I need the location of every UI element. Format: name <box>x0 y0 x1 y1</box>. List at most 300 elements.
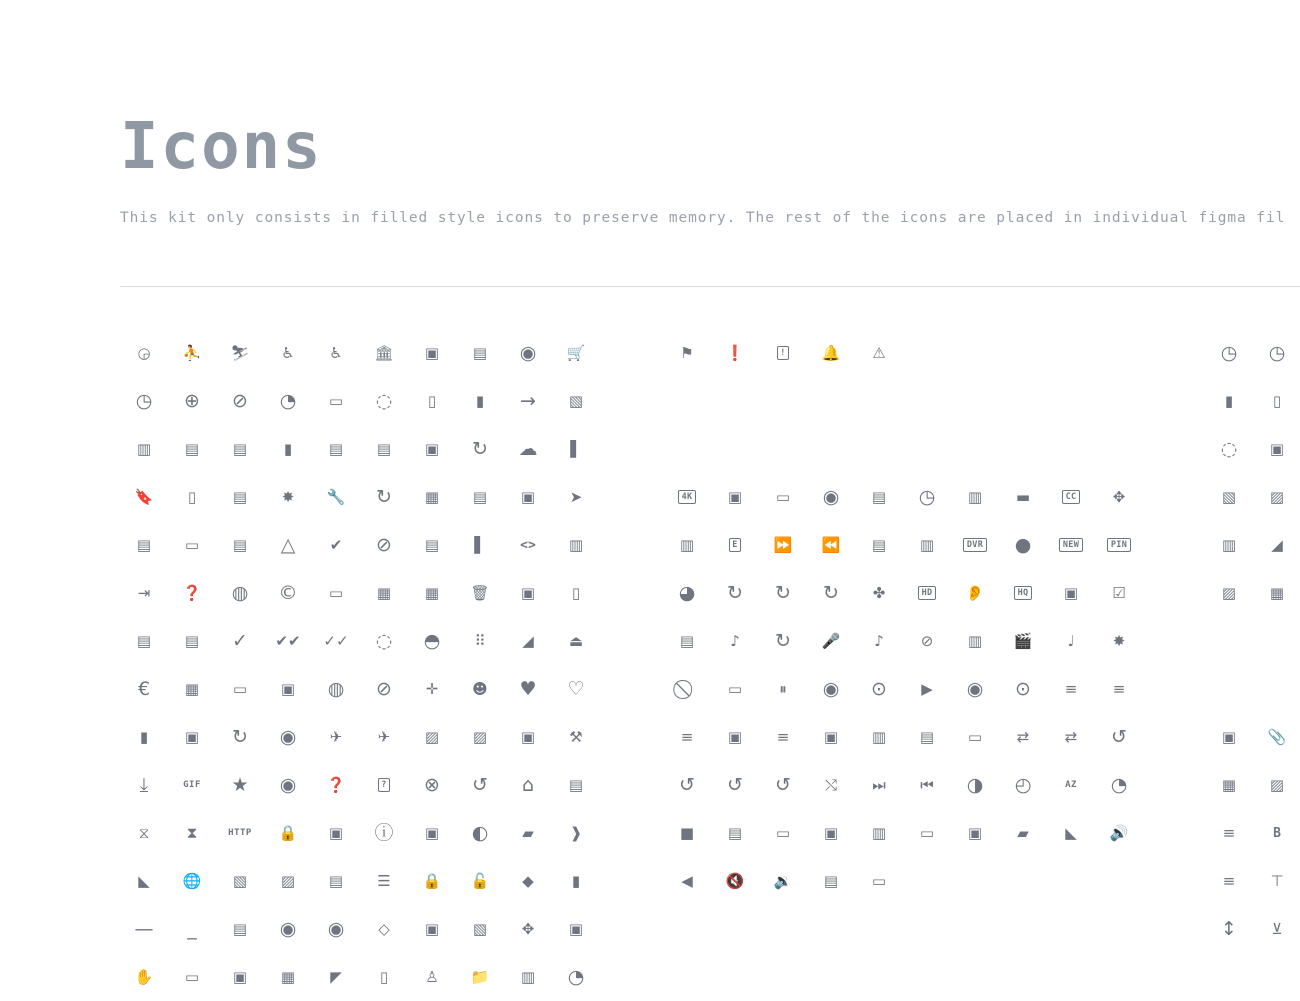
fast-rewind-icon[interactable] <box>807 521 855 569</box>
add-comment-icon[interactable] <box>1205 713 1253 761</box>
accessibility-new-icon[interactable] <box>216 329 264 377</box>
radio-icon[interactable] <box>855 713 903 761</box>
book-icon[interactable] <box>552 425 600 473</box>
grade-icon[interactable] <box>216 761 264 809</box>
warning-icon-glyph: ⚠ <box>872 343 886 362</box>
https-icon[interactable] <box>264 809 312 857</box>
alarm-add-icon[interactable] <box>1253 329 1300 377</box>
closed-caption-icon[interactable] <box>1047 473 1095 521</box>
markunread-mailbox-icon[interactable] <box>552 857 600 905</box>
accessibility-icon[interactable] <box>168 329 216 377</box>
error-icon[interactable] <box>711 329 759 377</box>
signal-cellular-4-bar-icon[interactable] <box>1205 521 1253 569</box>
accessible-forward-icon[interactable] <box>312 329 360 377</box>
sort-by-alpha-icon[interactable] <box>1047 761 1095 809</box>
fiber-dvr-icon[interactable] <box>951 521 999 569</box>
equalizer-icon[interactable] <box>663 521 711 569</box>
note-icon[interactable] <box>711 665 759 713</box>
format-list-bulleted-icon[interactable] <box>1205 857 1253 905</box>
backup-icon[interactable] <box>504 425 552 473</box>
pan-tool-icon[interactable] <box>120 953 168 1001</box>
format-paint-icon[interactable] <box>1253 857 1300 905</box>
queue-play-next-icon[interactable] <box>807 713 855 761</box>
highlight-off-icon[interactable] <box>408 761 456 809</box>
slow-motion-video-icon[interactable] <box>951 761 999 809</box>
music-video-icon-glyph: ♩ <box>1067 631 1075 650</box>
queue-icon[interactable] <box>711 713 759 761</box>
library-music-icon[interactable] <box>711 617 759 665</box>
blank-12 <box>951 377 999 425</box>
event-seat-icon[interactable] <box>216 665 264 713</box>
radio-icon-glyph: ▥ <box>871 727 887 746</box>
pause-circle-filled-icon[interactable] <box>807 665 855 713</box>
attach-file-icon[interactable] <box>1253 713 1300 761</box>
favorite-border-icon[interactable] <box>552 665 600 713</box>
format-bold-icon[interactable] <box>1253 809 1300 857</box>
pageview-icon-glyph: ▣ <box>568 919 584 938</box>
perm-identity-icon[interactable] <box>408 953 456 1001</box>
add-to-queue-icon-glyph: ▣ <box>727 487 743 506</box>
volume-up-icon[interactable] <box>1095 809 1143 857</box>
perm-phone-msg-icon[interactable] <box>504 953 552 1001</box>
line-weight-icon[interactable] <box>312 857 360 905</box>
horizontal-split-icon[interactable] <box>552 761 600 809</box>
event-icon[interactable] <box>168 665 216 713</box>
volume-down-icon[interactable] <box>759 857 807 905</box>
invert-colors-icon[interactable] <box>456 809 504 857</box>
gif-icon-glyph: GIF <box>183 779 201 790</box>
replay-5-icon[interactable] <box>663 761 711 809</box>
movie-icon-glyph: 🎬 <box>1013 631 1033 650</box>
perm-camera-mic-icon[interactable] <box>216 953 264 1001</box>
get-app-icon[interactable] <box>120 761 168 809</box>
call-to-action-icon[interactable] <box>999 473 1047 521</box>
accessible-icon[interactable] <box>264 329 312 377</box>
hourglass-empty-icon[interactable] <box>120 809 168 857</box>
assignment-icon[interactable] <box>168 425 216 473</box>
cached-icon[interactable] <box>360 473 408 521</box>
find-in-page-icon[interactable] <box>168 713 216 761</box>
payment-icon[interactable] <box>168 953 216 1001</box>
eco-icon[interactable] <box>504 617 552 665</box>
volume-mute-icon[interactable] <box>663 857 711 905</box>
check-circle-icon[interactable] <box>312 521 360 569</box>
fingerprint-icon[interactable] <box>264 713 312 761</box>
dns-icon[interactable] <box>168 617 216 665</box>
bluetooth-connected-icon[interactable] <box>1205 473 1253 521</box>
important-devices-icon[interactable] <box>312 809 360 857</box>
check-circle-outline-icon[interactable] <box>360 521 408 569</box>
delete-forever-icon[interactable] <box>504 569 552 617</box>
find-replace-icon[interactable] <box>216 713 264 761</box>
aspect-ratio-icon-glyph: ▧ <box>568 391 584 410</box>
pageview-icon[interactable] <box>552 905 600 953</box>
class-icon[interactable] <box>456 521 504 569</box>
surround-sound-icon[interactable] <box>807 809 855 857</box>
hd-icon[interactable] <box>903 569 951 617</box>
3d-rotation-icon-glyph: ◶ <box>137 343 151 362</box>
access-time-icon[interactable] <box>120 377 168 425</box>
mic-icon[interactable] <box>807 617 855 665</box>
games-icon[interactable] <box>855 569 903 617</box>
face-icon[interactable] <box>456 665 504 713</box>
note-add-icon[interactable] <box>216 905 264 953</box>
playlist-play-icon[interactable] <box>663 713 711 761</box>
perm-contact-calendar-icon[interactable] <box>264 953 312 1001</box>
flight-takeoff-icon-glyph: ✈ <box>377 727 391 746</box>
work-icon[interactable] <box>216 521 264 569</box>
videocam-icon-glyph: ▰ <box>1017 823 1029 842</box>
featured-video-icon[interactable] <box>903 521 951 569</box>
launch-icon[interactable] <box>216 857 264 905</box>
group-work-icon[interactable] <box>264 761 312 809</box>
add-to-queue-icon[interactable] <box>312 377 360 425</box>
assignment-turned-in-icon[interactable] <box>408 425 456 473</box>
video-call-icon[interactable] <box>855 809 903 857</box>
video-call-icon-glyph: ▥ <box>871 823 887 842</box>
fiber-new-icon-glyph: NEW <box>1059 538 1082 552</box>
video-label-icon[interactable] <box>903 809 951 857</box>
done-icon[interactable] <box>216 617 264 665</box>
extension-icon[interactable] <box>408 665 456 713</box>
hearing-icon-glyph: 👂 <box>965 583 985 602</box>
signal-cellular-alt-icon[interactable] <box>1253 521 1300 569</box>
flight-takeoff-icon[interactable] <box>360 713 408 761</box>
forward-5-icon[interactable] <box>711 569 759 617</box>
chrome-reader-mode-icon[interactable] <box>408 521 456 569</box>
feedback-icon[interactable] <box>120 713 168 761</box>
date-range-icon[interactable] <box>408 569 456 617</box>
code-icon[interactable] <box>504 521 552 569</box>
videocam-icon[interactable] <box>999 809 1047 857</box>
delete-outline-icon[interactable] <box>552 569 600 617</box>
web-asset-icon[interactable] <box>855 857 903 905</box>
skip-previous-icon-glyph: ⏮ <box>920 775 934 794</box>
autorenew-icon-glyph: ↻ <box>472 437 488 460</box>
adjust-icon[interactable] <box>360 377 408 425</box>
launch-icon-glyph: ▧ <box>232 871 248 890</box>
add-to-queue-icon[interactable] <box>711 473 759 521</box>
alarm-off-icon[interactable] <box>216 377 264 425</box>
open-with-icon[interactable] <box>504 905 552 953</box>
perm-device-information-icon[interactable] <box>360 953 408 1001</box>
hd-icon-glyph: HD <box>918 586 936 600</box>
widgets-icon[interactable] <box>1253 569 1300 617</box>
home-icon[interactable] <box>504 761 552 809</box>
volume-mute-icon-glyph: ◀ <box>681 871 693 890</box>
open-in-new-icon-glyph: ▧ <box>472 919 488 938</box>
fiber-manual-record-icon[interactable] <box>999 521 1047 569</box>
high-quality-icon[interactable] <box>999 569 1047 617</box>
av-timer-icon[interactable] <box>903 473 951 521</box>
speed-icon[interactable] <box>1095 761 1143 809</box>
format-align-right-icon[interactable] <box>1205 809 1253 857</box>
change-history-icon[interactable] <box>264 521 312 569</box>
web-icon[interactable] <box>807 857 855 905</box>
done-all-icon[interactable] <box>264 617 312 665</box>
play-circle-filled-icon[interactable] <box>951 665 999 713</box>
aspect-ratio-icon[interactable] <box>552 377 600 425</box>
repeat-icon[interactable] <box>999 713 1047 761</box>
snooze-icon[interactable] <box>999 761 1047 809</box>
loyalty-icon[interactable] <box>504 857 552 905</box>
not-interested-icon[interactable] <box>663 665 711 713</box>
forward-10-icon[interactable] <box>759 569 807 617</box>
3d-rotation-icon[interactable] <box>120 329 168 377</box>
mic-off-icon[interactable] <box>903 617 951 665</box>
highlight-icon[interactable] <box>1253 905 1300 953</box>
play-arrow-icon[interactable] <box>903 665 951 713</box>
remove-from-queue-icon[interactable] <box>951 713 999 761</box>
euro-symbol-icon[interactable] <box>120 665 168 713</box>
replay-icon[interactable] <box>1095 713 1143 761</box>
language-icon[interactable] <box>168 857 216 905</box>
description-icon[interactable] <box>120 617 168 665</box>
videocam-off-icon[interactable] <box>1047 809 1095 857</box>
hourglass-full-icon[interactable] <box>168 809 216 857</box>
drag-indicator-icon[interactable] <box>456 617 504 665</box>
calendar-view-day-icon-glyph: ▤ <box>472 487 488 506</box>
eject-icon[interactable] <box>552 617 600 665</box>
gif-icon[interactable] <box>168 761 216 809</box>
warning-icon[interactable] <box>855 329 903 377</box>
card-travel-icon[interactable] <box>168 521 216 569</box>
pause-icon[interactable] <box>759 665 807 713</box>
assignment-late-icon[interactable] <box>264 425 312 473</box>
signal-cellular-4-bar-icon-glyph: ▥ <box>1221 535 1237 554</box>
arrow-forward-icon[interactable] <box>504 377 552 425</box>
battery-unknown-icon[interactable] <box>1253 377 1300 425</box>
donut-large-icon[interactable] <box>360 617 408 665</box>
bookmark-border-icon-glyph: ▯ <box>187 487 197 506</box>
battery-std-icon[interactable] <box>1253 425 1300 473</box>
copyright-outline-icon[interactable] <box>264 569 312 617</box>
bluetooth-disabled-icon[interactable] <box>1253 473 1300 521</box>
movie-icon[interactable] <box>999 617 1047 665</box>
volume-off-icon[interactable] <box>711 857 759 905</box>
perm-data-setting-icon-glyph: ◤ <box>330 967 342 986</box>
recent-actors-icon[interactable] <box>903 713 951 761</box>
art-track-icon[interactable] <box>855 473 903 521</box>
blank-14 <box>1047 377 1095 425</box>
label-off-icon-glyph: ◣ <box>138 871 150 890</box>
library-add-check-icon[interactable] <box>1095 569 1143 617</box>
fiber-smart-record-icon[interactable] <box>663 569 711 617</box>
forward-30-icon[interactable] <box>807 569 855 617</box>
opacity-icon[interactable] <box>360 905 408 953</box>
camera-enhance-icon[interactable] <box>504 473 552 521</box>
battery-charging-icon[interactable] <box>1205 425 1253 473</box>
album-icon[interactable] <box>807 473 855 521</box>
lock-open-icon[interactable] <box>456 857 504 905</box>
perm-data-setting-icon[interactable] <box>312 953 360 1001</box>
pause-circle-outline-icon[interactable] <box>855 665 903 713</box>
done-outline-icon[interactable] <box>312 617 360 665</box>
border-all-icon[interactable] <box>1205 761 1253 809</box>
replay-10-icon[interactable] <box>711 761 759 809</box>
build-icon[interactable] <box>312 473 360 521</box>
dashboard-icon[interactable] <box>360 569 408 617</box>
branding-watermark-icon[interactable] <box>951 473 999 521</box>
bookmark-border-icon[interactable] <box>168 473 216 521</box>
account-circle-icon[interactable] <box>504 329 552 377</box>
perm-media-icon[interactable] <box>456 953 504 1001</box>
snooze-icon-glyph: ◴ <box>1014 773 1032 796</box>
label-important-icon[interactable] <box>552 809 600 857</box>
blank-26 <box>903 857 951 905</box>
play-circle-outline-icon[interactable] <box>999 665 1047 713</box>
height-icon[interactable] <box>1205 905 1253 953</box>
explore-icon[interactable] <box>312 665 360 713</box>
announcement-icon[interactable] <box>456 377 504 425</box>
flight-land-icon[interactable] <box>312 713 360 761</box>
offline-pin-icon[interactable] <box>312 905 360 953</box>
wallpaper-icon[interactable] <box>1205 569 1253 617</box>
video-library-icon[interactable] <box>951 809 999 857</box>
playlist-add-icon[interactable] <box>1047 665 1095 713</box>
credit-card-icon[interactable] <box>312 569 360 617</box>
minimize-icon[interactable] <box>168 905 216 953</box>
bluetooth-connected-icon-glyph: ▧ <box>1221 487 1237 506</box>
info-icon[interactable] <box>360 809 408 857</box>
offline-bolt-icon[interactable] <box>264 905 312 953</box>
done-all-icon-glyph: ✔✔ <box>275 631 301 650</box>
alarm-on-icon[interactable] <box>264 377 312 425</box>
assignment-ind-icon[interactable] <box>216 425 264 473</box>
format-bold-icon-glyph: B <box>1273 825 1281 841</box>
account-box-icon[interactable] <box>456 329 504 377</box>
fiber-new-icon[interactable] <box>1047 521 1095 569</box>
blank-6 <box>663 377 711 425</box>
explore-off-icon[interactable] <box>360 665 408 713</box>
add-shopping-cart-icon[interactable] <box>552 329 600 377</box>
line-style-icon-glyph: ▨ <box>280 871 296 890</box>
label-off-icon[interactable] <box>120 857 168 905</box>
flip-to-front-icon[interactable] <box>456 713 504 761</box>
shuffle-icon[interactable] <box>807 761 855 809</box>
blank-7 <box>711 377 759 425</box>
copyright-icon[interactable] <box>216 569 264 617</box>
explicit-icon[interactable] <box>711 521 759 569</box>
notification-important-icon[interactable] <box>807 329 855 377</box>
error-outline-icon[interactable] <box>759 329 807 377</box>
open-in-browser-icon[interactable] <box>408 905 456 953</box>
subscriptions-icon[interactable] <box>711 809 759 857</box>
maximize-icon[interactable] <box>120 905 168 953</box>
battery-std-icon-glyph: ▣ <box>1269 439 1285 458</box>
label-icon[interactable] <box>504 809 552 857</box>
perm-scan-wifi-icon[interactable] <box>552 953 600 1001</box>
favorite-icon[interactable] <box>504 665 552 713</box>
account-balance-icon[interactable] <box>360 329 408 377</box>
music-video-icon[interactable] <box>1047 617 1095 665</box>
lock-icon[interactable] <box>408 857 456 905</box>
calendar-view-day-icon[interactable] <box>456 473 504 521</box>
description-icon-glyph: ▤ <box>136 631 152 650</box>
commute-icon[interactable] <box>552 521 600 569</box>
opacity-icon-glyph: ◇ <box>378 919 390 938</box>
cached-icon-glyph: ↻ <box>376 485 392 508</box>
card-membership-icon[interactable] <box>120 521 168 569</box>
playlist-add-check-icon-glyph: ≡ <box>1112 679 1126 698</box>
featured-play-list-icon[interactable] <box>855 521 903 569</box>
subtitles-icon[interactable] <box>759 809 807 857</box>
donut-small-icon[interactable] <box>408 617 456 665</box>
battery-full-icon[interactable] <box>1205 377 1253 425</box>
repeat-one-icon[interactable] <box>1047 713 1095 761</box>
assessment-icon[interactable] <box>120 425 168 473</box>
blank-20 <box>855 425 903 473</box>
fast-forward-icon[interactable] <box>759 521 807 569</box>
g-translate-icon[interactable] <box>504 713 552 761</box>
http-icon[interactable] <box>216 809 264 857</box>
blank-8 <box>759 377 807 425</box>
fiber-pin-icon[interactable] <box>1095 521 1143 569</box>
help-outline-icon[interactable] <box>360 761 408 809</box>
playlist-add-check-icon[interactable] <box>1095 665 1143 713</box>
exit-to-app-icon[interactable] <box>264 665 312 713</box>
library-books-icon[interactable] <box>663 617 711 665</box>
compare-arrows-icon[interactable] <box>120 569 168 617</box>
four-k-icon[interactable] <box>663 473 711 521</box>
gavel-icon[interactable] <box>552 713 600 761</box>
airplay-icon[interactable] <box>759 473 807 521</box>
note-icon-glyph: ▭ <box>727 679 743 698</box>
skip-next-icon[interactable] <box>855 761 903 809</box>
format-align-right-icon-glyph: ≡ <box>1222 823 1236 842</box>
assignment-returned-icon-glyph: ▤ <box>376 439 392 458</box>
bug-report-icon[interactable] <box>264 473 312 521</box>
alarm-icon[interactable] <box>1205 329 1253 377</box>
missed-video-call-icon[interactable] <box>951 617 999 665</box>
perm-device-information-icon-glyph: ▯ <box>379 967 389 986</box>
card-giftcard-icon[interactable] <box>552 473 600 521</box>
assignment-return-icon[interactable] <box>312 425 360 473</box>
account-balance-wallet-icon[interactable] <box>408 329 456 377</box>
help-icon[interactable] <box>312 761 360 809</box>
history-icon[interactable] <box>456 761 504 809</box>
flip-to-back-icon[interactable] <box>408 713 456 761</box>
add-alarm-icon[interactable] <box>168 377 216 425</box>
android-icon[interactable] <box>408 377 456 425</box>
stop-icon[interactable] <box>663 809 711 857</box>
add-alert-icon[interactable] <box>663 329 711 377</box>
assignment-returned-icon[interactable] <box>360 425 408 473</box>
control-camera-icon[interactable] <box>1095 473 1143 521</box>
new-releases-icon[interactable] <box>1095 617 1143 665</box>
autorenew-icon[interactable] <box>456 425 504 473</box>
list-icon[interactable] <box>360 857 408 905</box>
input-icon[interactable] <box>408 809 456 857</box>
calendar-today-icon[interactable] <box>408 473 456 521</box>
line-style-icon[interactable] <box>264 857 312 905</box>
skip-previous-icon[interactable] <box>903 761 951 809</box>
forward-30-icon-glyph: ↻ <box>823 581 839 604</box>
delete-icon[interactable] <box>456 569 504 617</box>
replay-30-icon[interactable] <box>759 761 807 809</box>
hearing-icon[interactable] <box>951 569 999 617</box>
mic-none-icon[interactable] <box>855 617 903 665</box>
loop-icon[interactable] <box>759 617 807 665</box>
contact-support-icon[interactable] <box>168 569 216 617</box>
bookmark-icon[interactable] <box>120 473 168 521</box>
open-in-new-icon[interactable] <box>456 905 504 953</box>
https-icon-glyph: 🔒 <box>278 823 298 842</box>
library-add-icon[interactable] <box>1047 569 1095 617</box>
bookmarks-icon[interactable] <box>216 473 264 521</box>
queue-music-icon[interactable] <box>759 713 807 761</box>
border-clear-icon[interactable] <box>1253 761 1300 809</box>
